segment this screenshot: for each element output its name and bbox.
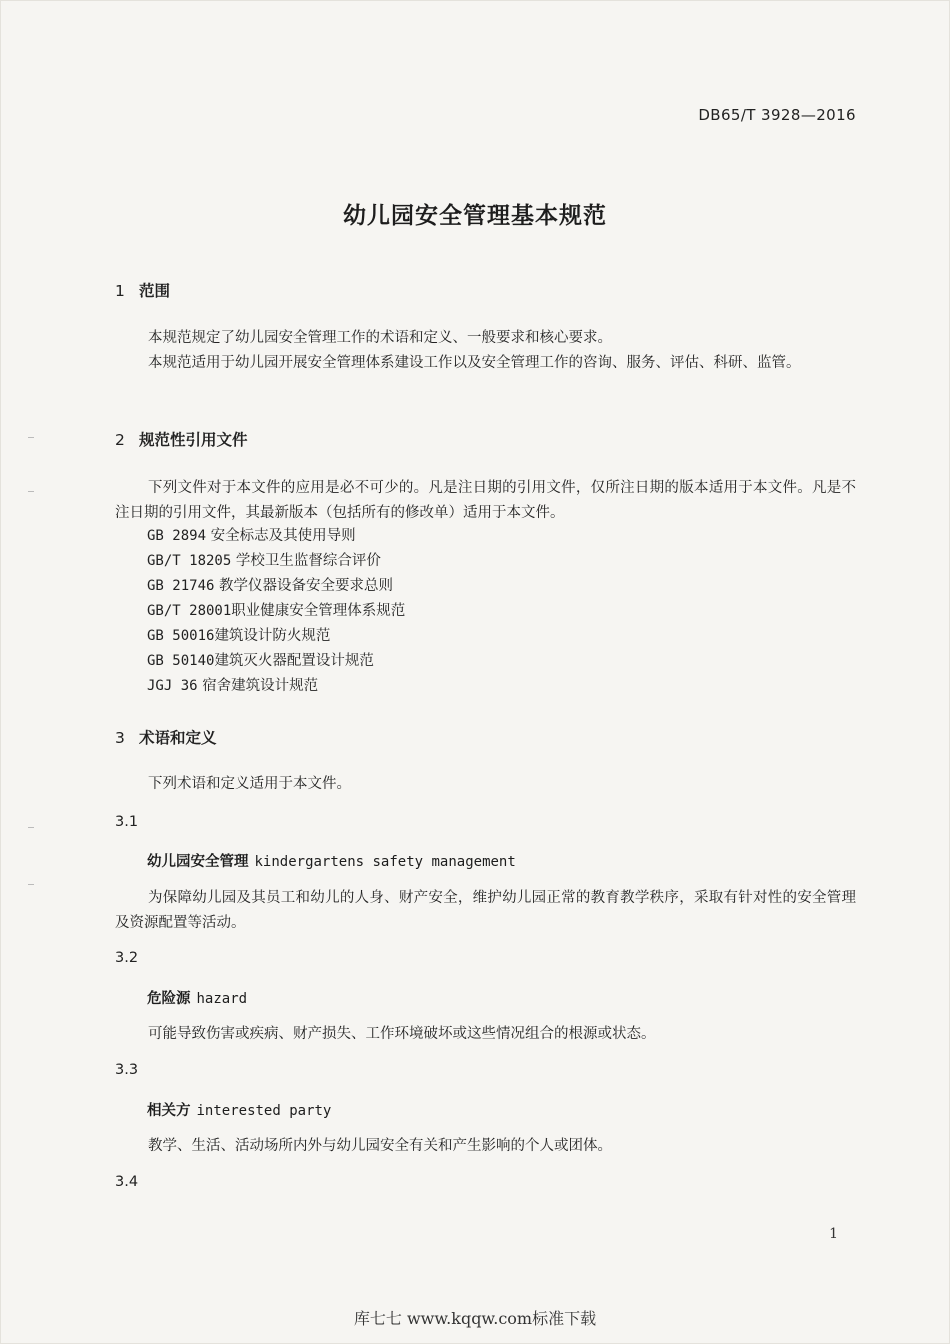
section-number: 2 — [115, 431, 125, 449]
term-definition: 为保障幼儿园及其员工和幼儿的人身、财产安全，维护幼儿园正常的教育教学秩序，采取有针对性的安全管理及资源配置等活动。 — [115, 890, 856, 931]
document-title: 幼儿园安全管理基本规范 — [343, 203, 607, 229]
scan-speck — [28, 884, 34, 885]
reference-name: 建筑灭火器配置设计规范 — [214, 653, 374, 669]
reference-code: GB 2894 — [147, 528, 207, 544]
reference-item — [147, 624, 330, 649]
download-footer: 库七七 www.kqqw.com标准下载 — [353, 1309, 597, 1328]
term-entry — [147, 987, 247, 1008]
section-1-paragraph-1: 本规范规定了幼儿园安全管理工作的术语和定义、一般要求和核心要求。 — [148, 330, 612, 346]
term-chinese: 相关方 — [147, 1103, 191, 1119]
reference-code: JGJ 36 — [147, 678, 198, 694]
term-english: hazard — [196, 991, 248, 1007]
term-number: 3.3 — [115, 1062, 139, 1078]
reference-name: 学校卫生监督综合评价 — [235, 553, 381, 569]
scan-speck — [28, 437, 34, 438]
section-number: 3 — [115, 729, 125, 747]
section-1-heading — [115, 279, 170, 301]
term-number: 3.1 — [115, 814, 139, 830]
reference-item — [147, 574, 393, 599]
section-2-heading — [115, 428, 248, 450]
section-1-paragraph-2: 本规范适用于幼儿园开展安全管理体系建设工作以及安全管理工作的咨询、服务、评估、科研、监管。 — [148, 355, 801, 371]
page-number: 1 — [829, 1226, 838, 1242]
reference-item — [147, 599, 405, 624]
term-number: 3.2 — [115, 950, 139, 966]
section-number: 1 — [115, 282, 125, 300]
term-definition: 可能导致伤害或疾病、财产损失、工作环境破坏或这些情况组合的根源或状态。 — [148, 1026, 656, 1042]
reference-code: GB 50016 — [147, 628, 215, 644]
term-chinese: 幼儿园安全管理 — [147, 854, 249, 870]
section-3-intro: 下列术语和定义适用于本文件。 — [148, 776, 351, 792]
reference-item — [147, 524, 356, 549]
reference-item — [147, 674, 318, 699]
term-definition: 教学、生活、活动场所内外与幼儿园安全有关和产生影响的个人或团体。 — [148, 1138, 612, 1154]
reference-code: GB/T 18205 — [147, 553, 232, 569]
term-number: 3.4 — [115, 1174, 139, 1190]
reference-name: 安全标志及其使用导则 — [210, 528, 356, 544]
reference-code: GB/T 28001 — [147, 603, 232, 619]
scan-speck — [28, 827, 34, 828]
section-title: 规范性引用文件 — [139, 431, 248, 449]
section-2-intro: 下列文件对于本文件的应用是必不可少的。凡是注日期的引用文件，仅所注日期的版本适用于本文件。凡是不注日期的引用文件，其最新版本（包括所有的修改单）适用于本文件。 — [115, 480, 856, 521]
reference-name: 职业健康安全管理体系规范 — [231, 603, 406, 619]
term-entry — [147, 850, 516, 871]
section-title: 范围 — [139, 282, 171, 300]
reference-name: 宿舍建筑设计规范 — [202, 678, 319, 694]
term-entry — [147, 1099, 331, 1120]
reference-name: 教学仪器设备安全要求总则 — [219, 578, 394, 594]
section-3-heading — [115, 726, 217, 748]
term-chinese: 危险源 — [147, 991, 191, 1007]
reference-item — [147, 549, 381, 574]
reference-name: 建筑设计防火规范 — [214, 628, 331, 644]
reference-code: GB 21746 — [147, 578, 215, 594]
scan-speck — [28, 491, 34, 492]
section-title: 术语和定义 — [139, 729, 217, 747]
term-english: interested party — [196, 1103, 332, 1119]
reference-item — [147, 649, 374, 674]
reference-code: GB 50140 — [147, 653, 215, 669]
term-english: kindergartens safety management — [254, 854, 516, 870]
standard-code: DB65/T 3928—2016 — [698, 106, 856, 124]
